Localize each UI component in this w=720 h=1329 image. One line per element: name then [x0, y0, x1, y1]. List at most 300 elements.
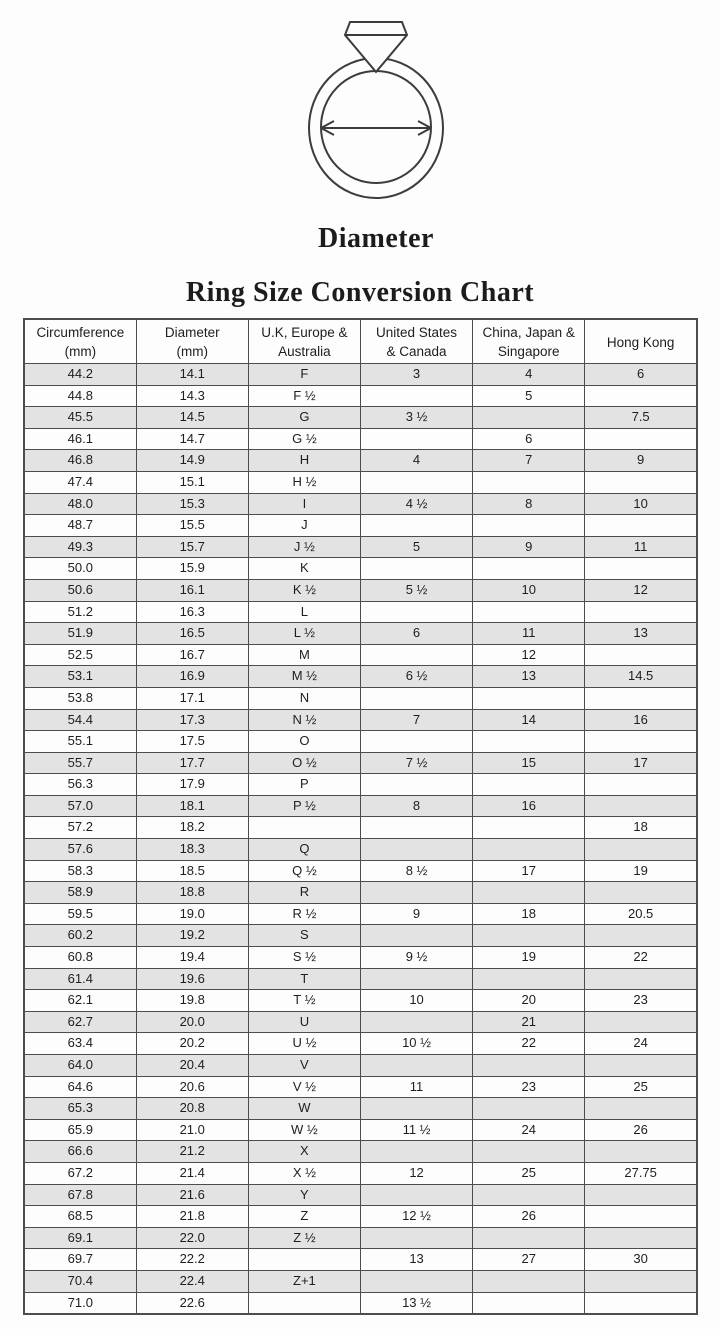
ring-diagram-area: [0, 0, 720, 204]
table-cell: [585, 385, 697, 407]
ring-diagram: [301, 14, 451, 204]
table-cell: P ½: [248, 795, 360, 817]
table-cell: [473, 1227, 585, 1249]
table-cell: 8: [473, 493, 585, 515]
table-cell: 44.2: [24, 364, 136, 386]
table-cell: [473, 471, 585, 493]
table-cell: 5 ½: [360, 579, 472, 601]
table-cell: 49.3: [24, 536, 136, 558]
table-cell: 52.5: [24, 644, 136, 666]
table-row: [24, 731, 697, 753]
table-row: [24, 1119, 697, 1141]
table-cell: 7: [360, 709, 472, 731]
table-cell: 53.1: [24, 666, 136, 688]
table-cell: 57.2: [24, 817, 136, 839]
table-cell: 57.0: [24, 795, 136, 817]
table-cell: 16: [473, 795, 585, 817]
table-cell: [585, 925, 697, 947]
table-cell: 7: [473, 450, 585, 472]
page-title: Ring Size Conversion Chart: [185, 277, 535, 308]
table-cell: [473, 1141, 585, 1163]
table-cell: 15.1: [136, 471, 248, 493]
table-cell: K: [248, 558, 360, 580]
table-cell: 19.2: [136, 925, 248, 947]
table-cell: 24: [585, 1033, 697, 1055]
table-cell: 69.7: [24, 1249, 136, 1271]
table-row: [24, 990, 697, 1012]
table-cell: Z: [248, 1206, 360, 1228]
table-cell: 17.3: [136, 709, 248, 731]
table-row: [24, 471, 697, 493]
table-cell: [248, 1249, 360, 1271]
table-cell: L: [248, 601, 360, 623]
table-cell: 24: [473, 1119, 585, 1141]
column-header-line: Circumference: [36, 325, 125, 340]
column-header-line: Diameter: [164, 325, 220, 340]
table-cell: [360, 839, 472, 861]
table-cell: 56.3: [24, 774, 136, 796]
table-cell: 9: [473, 536, 585, 558]
table-row: [24, 1249, 697, 1271]
table-cell: 21: [473, 1011, 585, 1033]
table-cell: 20.5: [585, 903, 697, 925]
table-cell: 20.8: [136, 1098, 248, 1120]
table-row: [24, 1270, 697, 1292]
column-header: [248, 319, 360, 364]
table-cell: [585, 839, 697, 861]
table-cell: [360, 601, 472, 623]
table-cell: [585, 1055, 697, 1077]
table-cell: [585, 1184, 697, 1206]
table-cell: 14.3: [136, 385, 248, 407]
table-cell: [473, 687, 585, 709]
table-row: [24, 882, 697, 904]
table-cell: 19.8: [136, 990, 248, 1012]
table-cell: F ½: [248, 385, 360, 407]
table-cell: 55.1: [24, 731, 136, 753]
table-row: [24, 947, 697, 969]
table-cell: N: [248, 687, 360, 709]
table-cell: O: [248, 731, 360, 753]
table-cell: 15: [473, 752, 585, 774]
table-cell: 21.4: [136, 1162, 248, 1184]
table-row: [24, 579, 697, 601]
table-cell: 27.75: [585, 1162, 697, 1184]
table-cell: 25: [585, 1076, 697, 1098]
table-cell: [585, 471, 697, 493]
table-cell: 21.8: [136, 1206, 248, 1228]
table-row: [24, 925, 697, 947]
table-cell: 16.9: [136, 666, 248, 688]
table-row: [24, 558, 697, 580]
table-row: [24, 644, 697, 666]
table-cell: 18.5: [136, 860, 248, 882]
header-row: [24, 319, 697, 364]
table-cell: [473, 407, 585, 429]
table-cell: 14.5: [585, 666, 697, 688]
table-cell: [360, 1141, 472, 1163]
table-cell: 20.4: [136, 1055, 248, 1077]
table-cell: 50.0: [24, 558, 136, 580]
table-cell: 26: [473, 1206, 585, 1228]
table-cell: 8: [360, 795, 472, 817]
table-row: [24, 860, 697, 882]
table-cell: 23: [585, 990, 697, 1012]
table-cell: [360, 558, 472, 580]
table-cell: [360, 968, 472, 990]
ring-size-conversion-table: [23, 318, 698, 1315]
column-header: [136, 319, 248, 364]
table-cell: 10: [360, 990, 472, 1012]
table-cell: 53.8: [24, 687, 136, 709]
table-cell: 5: [360, 536, 472, 558]
table-cell: 15.9: [136, 558, 248, 580]
table-cell: [360, 731, 472, 753]
column-header: [24, 319, 136, 364]
table-cell: [360, 471, 472, 493]
table-row: [24, 1206, 697, 1228]
table-cell: 11: [585, 536, 697, 558]
table-cell: 61.4: [24, 968, 136, 990]
table-cell: 46.8: [24, 450, 136, 472]
table-cell: [473, 1098, 585, 1120]
table-cell: 9: [585, 450, 697, 472]
table-cell: 7.5: [585, 407, 697, 429]
table-row: [24, 428, 697, 450]
table-cell: 27: [473, 1249, 585, 1271]
table-cell: 54.4: [24, 709, 136, 731]
table-cell: [360, 428, 472, 450]
table-cell: 12: [585, 579, 697, 601]
table-cell: T: [248, 968, 360, 990]
table-row: [24, 601, 697, 623]
table-cell: X ½: [248, 1162, 360, 1184]
table-cell: 11 ½: [360, 1119, 472, 1141]
table-cell: 13: [473, 666, 585, 688]
table-cell: [360, 882, 472, 904]
table-cell: 21.2: [136, 1141, 248, 1163]
table-cell: 16.7: [136, 644, 248, 666]
table-cell: M: [248, 644, 360, 666]
column-header: [473, 319, 585, 364]
table-cell: 10: [585, 493, 697, 515]
table-cell: 5: [473, 385, 585, 407]
table-cell: [585, 601, 697, 623]
table-cell: J: [248, 515, 360, 537]
table-cell: 47.4: [24, 471, 136, 493]
table-cell: S ½: [248, 947, 360, 969]
table-cell: [473, 1270, 585, 1292]
table-cell: 17.5: [136, 731, 248, 753]
table-cell: 58.9: [24, 882, 136, 904]
table-row: [24, 1162, 697, 1184]
table-cell: 68.5: [24, 1206, 136, 1228]
table-cell: R ½: [248, 903, 360, 925]
table-cell: 70.4: [24, 1270, 136, 1292]
table-cell: 65.9: [24, 1119, 136, 1141]
table-cell: [473, 774, 585, 796]
table-cell: [585, 644, 697, 666]
table-cell: 59.5: [24, 903, 136, 925]
table-cell: 14.5: [136, 407, 248, 429]
table-cell: 6 ½: [360, 666, 472, 688]
table-cell: 14.9: [136, 450, 248, 472]
table-cell: 16.5: [136, 623, 248, 645]
table-cell: H: [248, 450, 360, 472]
table-row: [24, 709, 697, 731]
table-cell: [360, 1055, 472, 1077]
table-cell: U ½: [248, 1033, 360, 1055]
column-header-line: & Canada: [386, 344, 447, 359]
table-row: [24, 1098, 697, 1120]
table-row: [24, 1033, 697, 1055]
column-header-line: U.K, Europe &: [261, 325, 348, 340]
table-cell: G ½: [248, 428, 360, 450]
table-row: [24, 450, 697, 472]
table-cell: J ½: [248, 536, 360, 558]
column-header-line: (mm): [176, 344, 208, 359]
table-cell: [473, 925, 585, 947]
table-cell: G: [248, 407, 360, 429]
table-cell: Q: [248, 839, 360, 861]
table-cell: [473, 968, 585, 990]
table-cell: 11: [473, 623, 585, 645]
table-cell: 12: [473, 644, 585, 666]
table-row: [24, 687, 697, 709]
table-cell: V: [248, 1055, 360, 1077]
table-cell: [585, 558, 697, 580]
table-cell: 14.7: [136, 428, 248, 450]
table-row: [24, 407, 697, 429]
table-cell: [585, 1227, 697, 1249]
column-header-line: China, Japan &: [482, 325, 575, 340]
table-cell: [473, 515, 585, 537]
table-cell: 65.3: [24, 1098, 136, 1120]
table-cell: [360, 1098, 472, 1120]
table-cell: 18.3: [136, 839, 248, 861]
table-cell: 4: [360, 450, 472, 472]
table-row: [24, 493, 697, 515]
table-row: [24, 1011, 697, 1033]
table-cell: I: [248, 493, 360, 515]
table-cell: W: [248, 1098, 360, 1120]
table-row: [24, 839, 697, 861]
table-cell: [473, 839, 585, 861]
table-cell: 9 ½: [360, 947, 472, 969]
table-cell: 3: [360, 364, 472, 386]
table-cell: K ½: [248, 579, 360, 601]
table-cell: 48.0: [24, 493, 136, 515]
table-row: [24, 1076, 697, 1098]
table-cell: 45.5: [24, 407, 136, 429]
table-cell: 22.2: [136, 1249, 248, 1271]
table-cell: 20: [473, 990, 585, 1012]
table-cell: [585, 1141, 697, 1163]
table-cell: [360, 385, 472, 407]
table-cell: 60.8: [24, 947, 136, 969]
column-header-line: (mm): [64, 344, 97, 359]
table-cell: 19.0: [136, 903, 248, 925]
column-header-line: Hong Kong: [606, 334, 675, 350]
table-row: [24, 1141, 697, 1163]
table-cell: 62.7: [24, 1011, 136, 1033]
table-cell: 69.1: [24, 1227, 136, 1249]
table-cell: [473, 1184, 585, 1206]
table-cell: [473, 558, 585, 580]
column-header: [360, 319, 472, 364]
table-cell: V ½: [248, 1076, 360, 1098]
column-header: [585, 319, 697, 364]
table-cell: [248, 817, 360, 839]
table-cell: 16.1: [136, 579, 248, 601]
table-row: [24, 968, 697, 990]
table-cell: 30: [585, 1249, 697, 1271]
table-row: [24, 1055, 697, 1077]
table-cell: [473, 731, 585, 753]
table-cell: 20.2: [136, 1033, 248, 1055]
table-cell: 48.7: [24, 515, 136, 537]
table-cell: [360, 644, 472, 666]
table-cell: R: [248, 882, 360, 904]
table-row: [24, 1292, 697, 1314]
table-row: [24, 515, 697, 537]
table-row: [24, 774, 697, 796]
table-cell: 11: [360, 1076, 472, 1098]
table-cell: 17: [473, 860, 585, 882]
table-cell: N ½: [248, 709, 360, 731]
table-cell: [585, 882, 697, 904]
table-cell: 22.0: [136, 1227, 248, 1249]
table-cell: [473, 1055, 585, 1077]
table-cell: 22.4: [136, 1270, 248, 1292]
table-cell: [248, 1292, 360, 1314]
diamond-gem-icon: [345, 22, 407, 72]
table-cell: 19: [473, 947, 585, 969]
table-cell: 10 ½: [360, 1033, 472, 1055]
table-cell: 6: [473, 428, 585, 450]
table-cell: 3 ½: [360, 407, 472, 429]
table-cell: 18: [473, 903, 585, 925]
table-cell: 57.6: [24, 839, 136, 861]
table-cell: 14.1: [136, 364, 248, 386]
table-row: [24, 795, 697, 817]
table-cell: 19: [585, 860, 697, 882]
table-cell: 9: [360, 903, 472, 925]
table-cell: 51.9: [24, 623, 136, 645]
table-cell: 44.8: [24, 385, 136, 407]
table-cell: 13: [585, 623, 697, 645]
table-cell: [360, 1011, 472, 1033]
table-cell: [585, 515, 697, 537]
table-cell: 62.1: [24, 990, 136, 1012]
table-cell: [360, 817, 472, 839]
table-cell: [585, 1292, 697, 1314]
table-row: [24, 623, 697, 645]
table-cell: W ½: [248, 1119, 360, 1141]
table-cell: [360, 515, 472, 537]
column-header-line: Singapore: [497, 344, 560, 359]
table-cell: 17.1: [136, 687, 248, 709]
table-cell: 13 ½: [360, 1292, 472, 1314]
table-cell: [585, 731, 697, 753]
table-cell: 10: [473, 579, 585, 601]
table-cell: 63.4: [24, 1033, 136, 1055]
table-cell: Z ½: [248, 1227, 360, 1249]
table-cell: 17: [585, 752, 697, 774]
table-cell: 55.7: [24, 752, 136, 774]
table-cell: [473, 817, 585, 839]
table-cell: 17.9: [136, 774, 248, 796]
table-cell: 19.6: [136, 968, 248, 990]
table-cell: 71.0: [24, 1292, 136, 1314]
table-cell: M ½: [248, 666, 360, 688]
table-cell: Y: [248, 1184, 360, 1206]
table-cell: [585, 1011, 697, 1033]
table-cell: 18.8: [136, 882, 248, 904]
table-cell: 17.7: [136, 752, 248, 774]
table-cell: 12 ½: [360, 1206, 472, 1228]
table-cell: H ½: [248, 471, 360, 493]
table-cell: [473, 882, 585, 904]
table-cell: O ½: [248, 752, 360, 774]
table-cell: T ½: [248, 990, 360, 1012]
table-header: [24, 319, 697, 364]
table-row: [24, 752, 697, 774]
table-cell: 18.2: [136, 817, 248, 839]
table-cell: 67.8: [24, 1184, 136, 1206]
table-cell: [585, 428, 697, 450]
table-cell: 6: [585, 364, 697, 386]
table-cell: [585, 774, 697, 796]
table-cell: 19.4: [136, 947, 248, 969]
table-cell: 23: [473, 1076, 585, 1098]
table-cell: 4 ½: [360, 493, 472, 515]
table-cell: 15.7: [136, 536, 248, 558]
table-cell: 6: [360, 623, 472, 645]
table-cell: P: [248, 774, 360, 796]
table-cell: 15.5: [136, 515, 248, 537]
table-cell: 58.3: [24, 860, 136, 882]
table-cell: 67.2: [24, 1162, 136, 1184]
table-row: [24, 385, 697, 407]
table-row: [24, 817, 697, 839]
table-row: [24, 1227, 697, 1249]
table-cell: 14: [473, 709, 585, 731]
table-cell: 21.6: [136, 1184, 248, 1206]
table-cell: [585, 1270, 697, 1292]
table-cell: U: [248, 1011, 360, 1033]
table-cell: S: [248, 925, 360, 947]
table-cell: 16: [585, 709, 697, 731]
table-cell: 15.3: [136, 493, 248, 515]
table-cell: [360, 687, 472, 709]
table-cell: [473, 1292, 585, 1314]
table-cell: 18.1: [136, 795, 248, 817]
table-cell: 12: [360, 1162, 472, 1184]
table-cell: 46.1: [24, 428, 136, 450]
table-cell: 22: [585, 947, 697, 969]
table-cell: Z+1: [248, 1270, 360, 1292]
table-cell: X: [248, 1141, 360, 1163]
table-cell: 50.6: [24, 579, 136, 601]
table-cell: [585, 687, 697, 709]
table-cell: [585, 1098, 697, 1120]
table-cell: [360, 774, 472, 796]
table-row: [24, 666, 697, 688]
table-cell: [585, 795, 697, 817]
table-cell: 20.6: [136, 1076, 248, 1098]
table-cell: 20.0: [136, 1011, 248, 1033]
